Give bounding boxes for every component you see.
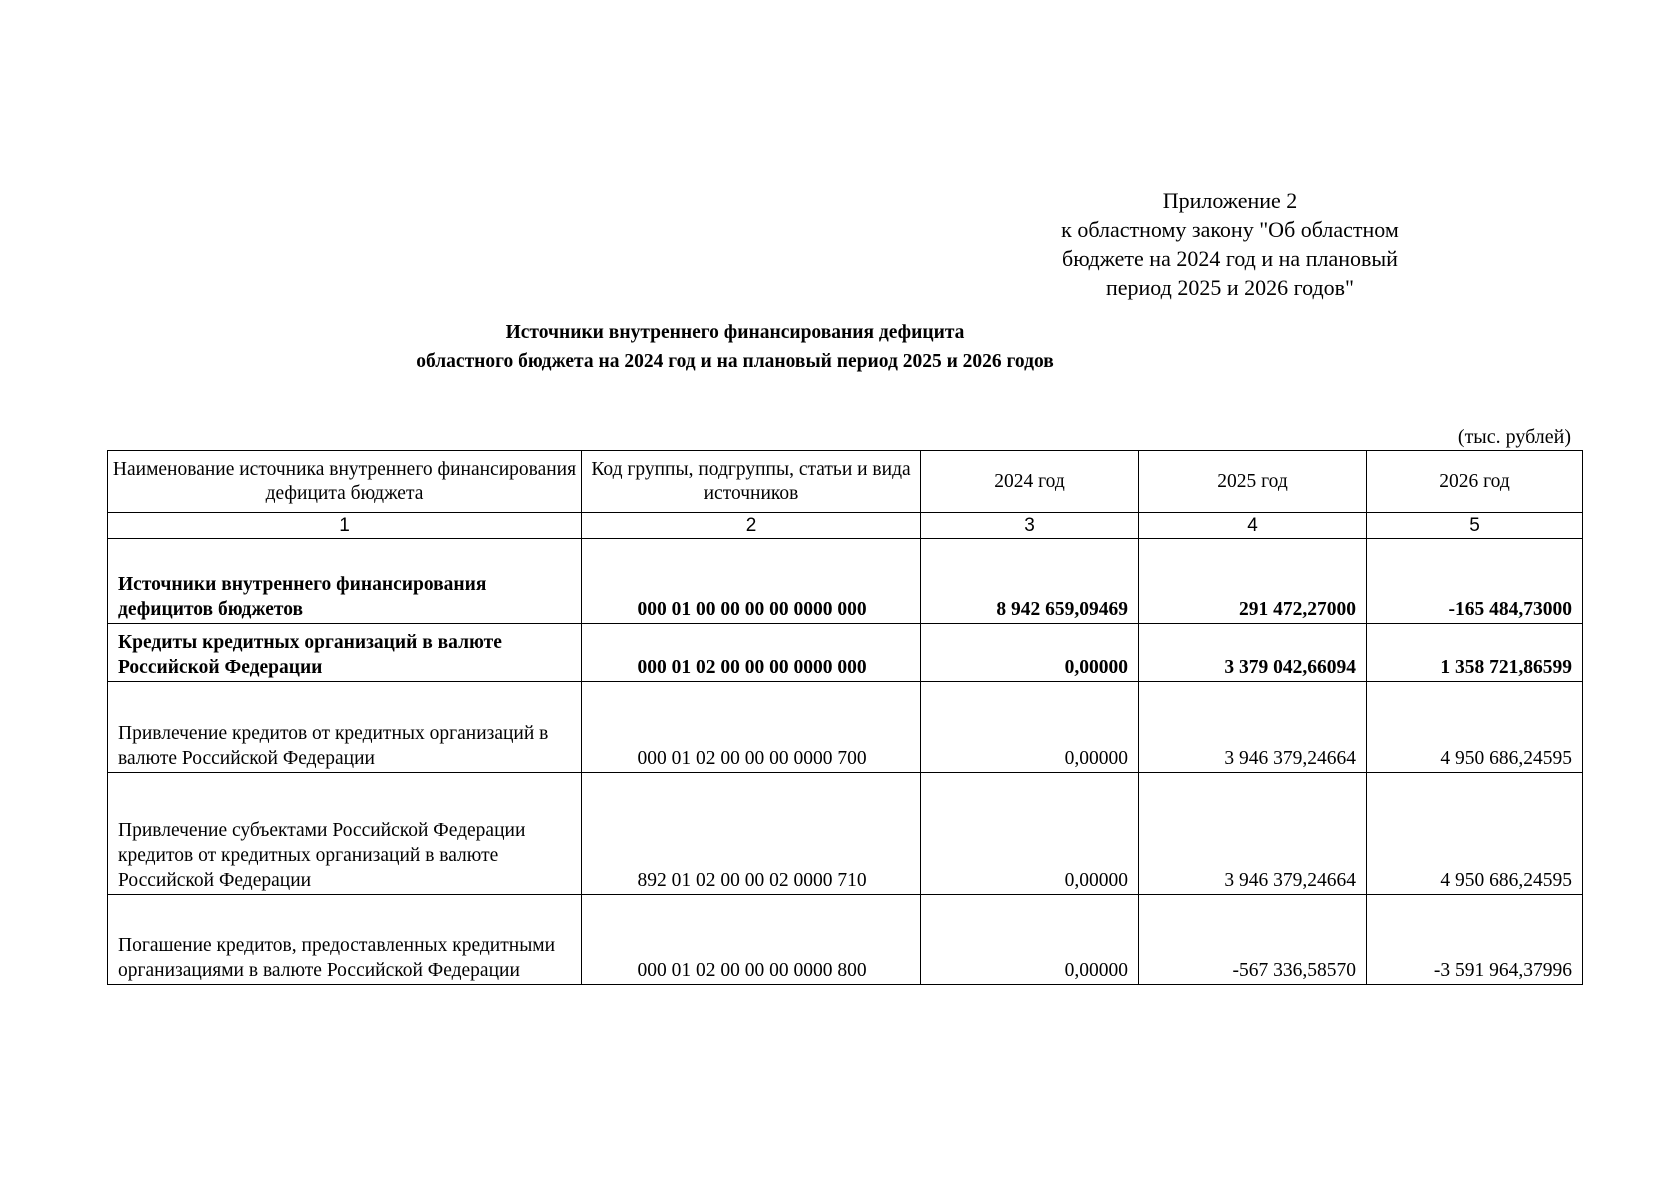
- column-number: 4: [1139, 513, 1367, 539]
- row-value-2026: 4 950 686,24595: [1367, 773, 1583, 895]
- appendix-line: период 2025 и 2026 годов": [1105, 275, 1355, 300]
- row-code: 000 01 00 00 00 00 0000 000: [582, 539, 921, 624]
- header-2026: 2026 год: [1367, 451, 1583, 513]
- row-name: Привлечение кредитов от кредитных организаций в валюте Российской Федерации: [108, 682, 582, 773]
- row-value-2026: 4 950 686,24595: [1367, 682, 1583, 773]
- row-name: Погашение кредитов, предоставленных кредитными организациями в валюте Российской Федерации: [108, 895, 582, 985]
- financing-sources-table: [107, 450, 1583, 985]
- appendix-line: бюджете на 2024 год и на плановый: [1062, 246, 1398, 271]
- row-value-2024: 0,00000: [921, 624, 1139, 682]
- table-row: [108, 682, 1583, 773]
- appendix-heading: [1030, 186, 1430, 302]
- column-number: 2: [582, 513, 921, 539]
- table-row: [108, 624, 1583, 682]
- appendix-line: Приложение 2: [1162, 188, 1298, 213]
- column-number: 5: [1367, 513, 1583, 539]
- title-line-2: областного бюджета на 2024 год и на плановый период 2025 и 2026 годов: [416, 351, 1054, 372]
- table-row: [108, 895, 1583, 985]
- table-row: [108, 773, 1583, 895]
- header-2025: 2025 год: [1139, 451, 1367, 513]
- row-name: Привлечение субъектами Российской Федерации кредитов от кредитных организаций в валюте Российской Федерации: [108, 773, 582, 895]
- table-header-row: [108, 451, 1583, 513]
- row-value-2024: 0,00000: [921, 895, 1139, 985]
- row-value-2025: 3 946 379,24664: [1139, 682, 1367, 773]
- row-value-2025: 3 946 379,24664: [1139, 773, 1367, 895]
- row-value-2026: -165 484,73000: [1367, 539, 1583, 624]
- column-number: 3: [921, 513, 1139, 539]
- header-2024: 2024 год: [921, 451, 1139, 513]
- row-value-2025: 3 379 042,66094: [1139, 624, 1367, 682]
- title-line-1: Источники внутреннего финансирования дефицита: [505, 322, 965, 343]
- header-code: Код группы, подгруппы, статьи и вида источников: [582, 451, 921, 513]
- column-number: 1: [108, 513, 582, 539]
- row-code: 000 01 02 00 00 00 0000 000: [582, 624, 921, 682]
- row-value-2025: 291 472,27000: [1139, 539, 1367, 624]
- row-value-2026: 1 358 721,86599: [1367, 624, 1583, 682]
- row-value-2024: 0,00000: [921, 773, 1139, 895]
- document-title: [300, 318, 1170, 376]
- row-value-2026: -3 591 964,37996: [1367, 895, 1583, 985]
- appendix-line: к областному закону "Об областном: [1061, 217, 1399, 242]
- row-value-2024: 0,00000: [921, 682, 1139, 773]
- row-name: Кредиты кредитных организаций в валюте Российской Федерации: [108, 624, 582, 682]
- row-code: 000 01 02 00 00 00 0000 700: [582, 682, 921, 773]
- table-row: [108, 539, 1583, 624]
- column-number-row: [108, 513, 1583, 539]
- header-name: Наименование источника внутреннего финансирования дефицита бюджета: [108, 451, 582, 513]
- row-code: 000 01 02 00 00 00 0000 800: [582, 895, 921, 985]
- row-value-2024: 8 942 659,09469: [921, 539, 1139, 624]
- units-label: (тыс. рублей): [1457, 426, 1571, 448]
- row-code: 892 01 02 00 00 02 0000 710: [582, 773, 921, 895]
- row-value-2025: -567 336,58570: [1139, 895, 1367, 985]
- row-name: Источники внутреннего финансирования дефицитов бюджетов: [108, 539, 582, 624]
